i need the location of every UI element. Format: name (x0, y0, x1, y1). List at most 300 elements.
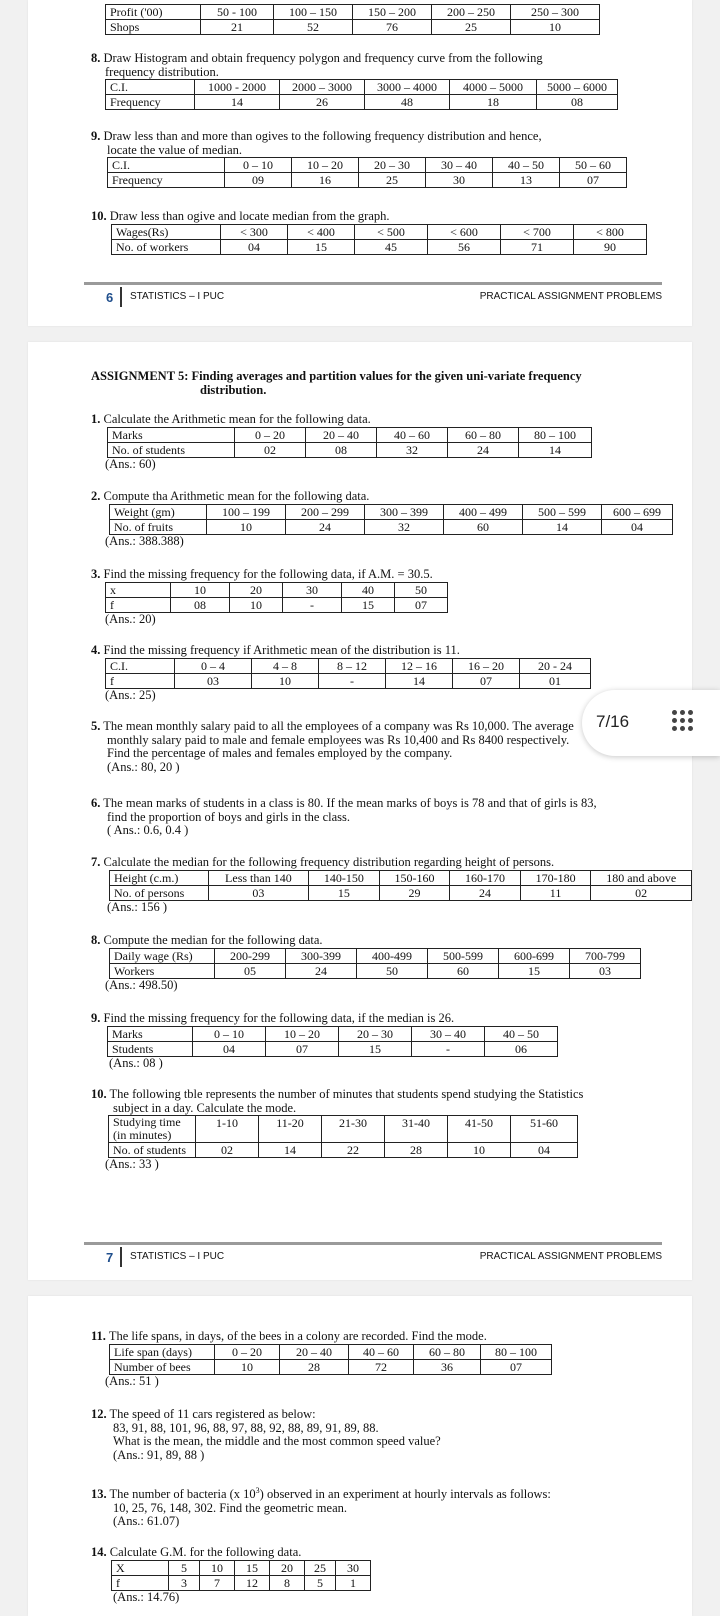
table-cell: 2000 – 3000 (280, 80, 365, 95)
table-cell: No. of students (108, 442, 235, 457)
question-number: 4. (91, 643, 101, 657)
table-cell: 15 (499, 963, 570, 978)
table-cell: 24 (448, 442, 519, 457)
table-cell: 12 – 16 (386, 658, 453, 673)
table-row (112, 1560, 371, 1575)
table-cell: 200-299 (215, 948, 286, 963)
table-cell: 15 (342, 597, 395, 612)
table-cell: 22 (322, 1143, 385, 1158)
answer-text: (Ans.: 60) (105, 456, 156, 471)
page-indicator[interactable] (582, 690, 720, 756)
table-cell: 170-180 (520, 870, 591, 885)
table-row (108, 442, 592, 457)
question-10 (91, 210, 647, 255)
table-row (110, 963, 641, 978)
question-text: Draw less than ogive and locate median from the graph. (109, 209, 390, 223)
table-cell: 80 – 100 (481, 1344, 552, 1359)
table-cell: 600 – 699 (602, 504, 673, 519)
table-cell: 16 – 20 (453, 658, 520, 673)
table-cell: 05 (215, 963, 286, 978)
document-page-8 (28, 1296, 692, 1616)
footer-right-text: PRACTICAL ASSIGNMENT PROBLEMS (479, 1251, 662, 1262)
footer-page-number: 7 (106, 1250, 114, 1265)
table-cell: 20 – 40 (280, 1344, 349, 1359)
table-cell: 150-160 (379, 870, 450, 885)
table-cell: 03 (175, 673, 252, 688)
question-number: 6. (91, 796, 101, 810)
table-cell: Profit ('00) (106, 5, 201, 20)
table-cell: 45 (355, 239, 428, 254)
question-text: frequency distribution. (105, 64, 219, 79)
frequency-table (105, 658, 591, 689)
table-row (106, 658, 591, 673)
table-row (110, 1344, 552, 1359)
frequency-table (109, 504, 673, 535)
table-cell: 100 – 150 (274, 5, 353, 20)
table-cell: Students (108, 1041, 193, 1056)
question-text: What is the mean, the middle and the most common speed value? (113, 1434, 441, 1448)
table-cell: 150 – 200 (353, 5, 432, 20)
answer-text: (Ans.: 51 ) (105, 1373, 159, 1388)
table-cell: 25 (432, 20, 511, 35)
table-cell: < 500 (355, 224, 428, 239)
question-6 (91, 797, 597, 838)
question-9 (91, 1012, 558, 1070)
table-cell: 20 – 30 (359, 158, 426, 173)
table-cell: Frequency (108, 173, 225, 188)
question-text: The speed of 11 cars registered as below: (109, 1407, 316, 1421)
table-cell: 40 – 60 (377, 427, 448, 442)
study-time-table (108, 1115, 578, 1158)
table-cell: < 700 (501, 224, 574, 239)
table-row (108, 1026, 558, 1041)
table-cell: 14 (386, 673, 453, 688)
table-cell: Frequency (106, 95, 195, 110)
frequency-table (109, 1344, 552, 1375)
table-row (112, 239, 647, 254)
superscript: 3 (255, 1486, 260, 1495)
cell-text: Studying time (113, 1115, 181, 1129)
table-cell: 15 (235, 1560, 270, 1575)
table-cell: 60 – 80 (448, 427, 519, 442)
frequency-table (105, 79, 618, 110)
table-cell: 4 – 8 (252, 658, 319, 673)
table-cell: 1 (336, 1575, 371, 1590)
question-text: Draw Histogram and obtain frequency polygon and frequency curve from the following (103, 51, 543, 65)
heading-line: distribution. (200, 383, 267, 397)
table-cell: 07 (560, 173, 627, 188)
table-row (106, 20, 600, 35)
table-cell: No. of persons (110, 885, 209, 900)
assignment-heading (91, 369, 582, 397)
table-cell: 28 (385, 1143, 448, 1158)
table-cell: 1-10 (196, 1116, 259, 1143)
answer-text: (Ans.: 91, 89, 88 ) (113, 1447, 205, 1462)
table-cell: 20 - 24 (520, 658, 591, 673)
table-cell: 08 (306, 442, 377, 457)
table-cell: 50 (395, 582, 448, 597)
page-footer (84, 282, 662, 307)
question-text: locate the value of median. (107, 142, 243, 157)
question-4 (91, 644, 591, 702)
question-2 (91, 490, 673, 548)
answer-text: (Ans.: 498.50) (105, 977, 178, 992)
question-number: 14. (91, 1545, 107, 1559)
heading-line: ASSIGNMENT 5: Finding averages and partition values for the given uni-variate frequency (91, 369, 582, 383)
table-cell: 4000 – 5000 (450, 80, 537, 95)
table-cell: 03 (208, 885, 309, 900)
table-cell: C.I. (106, 658, 175, 673)
question-text: The life spans, in days, of the bees in a colony are recorded. Find the mode. (108, 1329, 487, 1343)
table-cell: 5 (305, 1575, 336, 1590)
question-13 (91, 1484, 551, 1529)
question-number: 9. (91, 129, 101, 143)
table-cell: 600-699 (499, 948, 570, 963)
question-text: The following tble represents the number of minutes that students spend studying the Statistics (109, 1087, 584, 1101)
table-cell: 16 (292, 173, 359, 188)
table-cell: 200 – 299 (286, 504, 365, 519)
table-cell: < 800 (574, 224, 647, 239)
table-cell: 400 – 499 (444, 504, 523, 519)
table-cell: 28 (280, 1359, 349, 1374)
table-cell: 12 (235, 1575, 270, 1590)
table-cell: 06 (485, 1041, 558, 1056)
table-cell: 1000 - 2000 (195, 80, 280, 95)
question-text: Find the percentage of males and females employed by the company. (107, 746, 453, 760)
question-number: 3. (91, 567, 101, 581)
footer-divider (120, 1247, 122, 1267)
table-cell: 0 – 4 (175, 658, 252, 673)
frequency-table (109, 948, 641, 979)
table-cell: - (319, 673, 386, 688)
document-page-6 (28, 0, 692, 326)
table-cell: 10 (230, 597, 283, 612)
table-cell: 180 and above (591, 870, 692, 885)
table-cell: 14 (523, 519, 602, 534)
table-cell: 30 – 40 (426, 158, 493, 173)
table-cell: 72 (349, 1359, 414, 1374)
answer-text: (Ans.: 25) (105, 687, 156, 702)
question-number: 10. (91, 209, 107, 223)
table-cell: C.I. (108, 158, 225, 173)
table-row (106, 582, 448, 597)
question-text: The number of bacteria (x 10 (109, 1487, 256, 1502)
question-text: Calculate G.M. for the following data. (109, 1545, 302, 1559)
table-cell: 20 – 30 (339, 1026, 412, 1041)
answer-text: ( Ans.: 0.6, 0.4 ) (107, 823, 189, 837)
question-number: 5. (91, 719, 101, 733)
table-cell: Wages(Rs) (112, 224, 221, 239)
table-cell: 51-60 (511, 1116, 578, 1143)
question-5 (91, 720, 574, 774)
table-cell: 71 (501, 239, 574, 254)
table-cell: 11-20 (259, 1116, 322, 1143)
table-cell: 14 (195, 95, 280, 110)
table-cell: 36 (414, 1359, 481, 1374)
table-cell: 50 – 60 (560, 158, 627, 173)
table-cell: 25 (359, 173, 426, 188)
table-cell: < 600 (428, 224, 501, 239)
table-cell: 50 - 100 (201, 5, 274, 20)
question-14 (91, 1546, 371, 1604)
table-cell: 250 – 300 (511, 5, 600, 20)
frequency-table (107, 427, 592, 458)
table-cell: 14 (259, 1143, 322, 1158)
answer-text: (Ans.: 61.07) (113, 1514, 180, 1529)
table-cell: 10 – 20 (292, 158, 359, 173)
question-text: Find the missing frequency for the following data, if the median is 26. (103, 1011, 455, 1025)
question-number: 1. (91, 412, 101, 426)
table-cell: 14 (519, 442, 592, 457)
footer-divider (120, 287, 122, 307)
question-number: 10. (91, 1087, 107, 1101)
table-row (106, 5, 600, 20)
table-cell: 30 (426, 173, 493, 188)
table-cell (109, 1116, 196, 1143)
table-cell: 09 (225, 173, 292, 188)
cell-text: (in minutes) (113, 1128, 172, 1142)
table-cell: 25 (305, 1560, 336, 1575)
table-cell: 20 (230, 582, 283, 597)
table-cell: 10 (171, 582, 230, 597)
table-cell: 18 (450, 95, 537, 110)
table-cell: 30 (283, 582, 342, 597)
page-footer (84, 1242, 662, 1267)
table-cell: 04 (221, 239, 288, 254)
question-text: ) observed in an experiment at hourly intervals as follows: (259, 1487, 551, 1502)
table-cell: - (412, 1041, 485, 1056)
question-text: 83, 91, 88, 101, 96, 88, 97, 88, 92, 88, 89, 91, 89, 88. (113, 1420, 379, 1435)
table-cell: 15 (309, 885, 380, 900)
question-text: 10, 25, 76, 148, 302. Find the geometric mean. (113, 1500, 347, 1515)
question-number: 12. (91, 1407, 107, 1421)
answer-text: (Ans.: 14.76) (113, 1589, 180, 1604)
question-7-table (91, 4, 600, 35)
table-cell: C.I. (106, 80, 195, 95)
question-text: monthly salary paid to male and female employees was Rs 10,400 and Rs 8400 respectively. (107, 732, 570, 747)
table-cell: 08 (537, 95, 618, 110)
question-number: 11. (91, 1329, 106, 1343)
question-text: Calculate the Arithmetic mean for the following data. (103, 412, 371, 426)
footer-left-text: STATISTICS – I PUC (130, 1251, 225, 1262)
table-cell: 40 (342, 582, 395, 597)
table-cell: f (112, 1575, 169, 1590)
table-cell: 08 (171, 597, 230, 612)
question-text: find the proportion of boys and girls in the class. (107, 809, 351, 824)
table-cell: 24 (450, 885, 521, 900)
answer-text: (Ans.: 20) (105, 611, 156, 626)
question-text: The mean monthly salary paid to all the employees of a company was Rs 10,000. The average (103, 719, 574, 733)
table-cell: x (106, 582, 171, 597)
table-cell: 15 (339, 1041, 412, 1056)
table-cell: 500 – 599 (523, 504, 602, 519)
table-cell: 0 – 20 (235, 427, 306, 442)
question-text: Compute tha Arithmetic mean for the following data. (103, 489, 370, 503)
table-row (108, 1041, 558, 1056)
answer-text: (Ans.: 388.388) (105, 533, 184, 548)
table-cell: 02 (196, 1143, 259, 1158)
question-12 (91, 1408, 441, 1462)
table-cell: 10 (215, 1359, 280, 1374)
table-cell: 52 (274, 20, 353, 35)
table-cell: 29 (379, 885, 450, 900)
table-cell: 07 (395, 597, 448, 612)
table-cell: 48 (365, 95, 450, 110)
question-7 (91, 856, 692, 914)
table-row (108, 158, 627, 173)
table-cell: 5000 – 6000 (537, 80, 618, 95)
table-cell: 0 – 20 (215, 1344, 280, 1359)
question-number: 7. (91, 855, 101, 869)
table-cell: 5 (169, 1560, 200, 1575)
table-cell: 30 (336, 1560, 371, 1575)
table-cell: 04 (511, 1143, 578, 1158)
table-cell: 32 (377, 442, 448, 457)
table-cell: Workers (110, 963, 215, 978)
table-cell: 07 (481, 1359, 552, 1374)
question-3 (91, 568, 448, 626)
page-counter: 7/16 (596, 712, 630, 731)
frequency-table (105, 582, 448, 613)
frequency-table (111, 224, 647, 255)
table-cell: 700-799 (570, 948, 641, 963)
table-cell: 31-40 (385, 1116, 448, 1143)
grid-dots-icon[interactable] (672, 710, 696, 736)
frequency-table (107, 157, 627, 188)
table-cell: 500-599 (428, 948, 499, 963)
table-cell: 26 (280, 95, 365, 110)
table-cell: 40 – 60 (349, 1344, 414, 1359)
answer-text: (Ans.: 33 ) (105, 1157, 159, 1171)
table-row (106, 597, 448, 612)
table-cell: 10 (252, 673, 319, 688)
table-cell: 50 (357, 963, 428, 978)
table-cell: < 400 (288, 224, 355, 239)
question-1 (91, 413, 592, 471)
table-cell: No. of workers (112, 239, 221, 254)
table-cell: 24 (286, 963, 357, 978)
frequency-table (111, 1560, 371, 1591)
table-cell: Life span (days) (110, 1344, 215, 1359)
question-text: Draw less than and more than ogives to the following frequency distribution and hence, (103, 129, 542, 143)
question-8 (91, 52, 618, 110)
question-8 (91, 934, 641, 992)
table-cell: 100 – 199 (207, 504, 286, 519)
table-cell: 07 (453, 673, 520, 688)
answer-text: (Ans.: 156 ) (107, 899, 168, 914)
frequency-table (107, 1026, 558, 1057)
table-cell: 80 – 100 (519, 427, 592, 442)
table-cell: 24 (286, 519, 365, 534)
table-row (108, 173, 627, 188)
question-number: 9. (91, 1011, 101, 1025)
table-cell: Shops (106, 20, 201, 35)
table-cell: 10 – 20 (266, 1026, 339, 1041)
table-cell: 01 (520, 673, 591, 688)
table-cell: 03 (570, 963, 641, 978)
table-cell: 0 – 10 (225, 158, 292, 173)
question-11 (91, 1330, 552, 1388)
question-number: 8. (91, 933, 101, 947)
table-cell: 90 (574, 239, 647, 254)
table-cell: 07 (266, 1041, 339, 1056)
table-cell: No. of fruits (110, 519, 207, 534)
table-cell: 10 (207, 519, 286, 534)
table-row (110, 1359, 552, 1374)
question-number: 13. (91, 1487, 107, 1502)
table-row (110, 885, 692, 900)
footer-page-number: 6 (106, 290, 114, 305)
table-cell: 7 (200, 1575, 235, 1590)
table-cell: 30 – 40 (412, 1026, 485, 1041)
table-cell: Marks (108, 427, 235, 442)
table-cell: 32 (365, 519, 444, 534)
table-cell: 40 – 50 (485, 1026, 558, 1041)
table-cell: 8 (270, 1575, 305, 1590)
question-10 (91, 1088, 583, 1172)
table-cell: 02 (235, 442, 306, 457)
table-cell: 11 (520, 885, 591, 900)
table-cell: 8 – 12 (319, 658, 386, 673)
table-row (106, 95, 618, 110)
table-cell: 41-50 (448, 1116, 511, 1143)
table-cell: 140-150 (309, 870, 380, 885)
answer-text: (Ans.: 80, 20 ) (107, 759, 180, 774)
table-cell: Number of bees (110, 1359, 215, 1374)
document-page-7 (28, 342, 692, 1280)
table-cell: 04 (602, 519, 673, 534)
table-cell: Height (c.m.) (110, 870, 209, 885)
table-cell: < 300 (221, 224, 288, 239)
table-cell: 04 (193, 1041, 266, 1056)
table-row (106, 80, 618, 95)
table-cell: Marks (108, 1026, 193, 1041)
table-row (112, 224, 647, 239)
table-cell: 0 – 10 (193, 1026, 266, 1041)
footer-left-text: STATISTICS – I PUC (130, 291, 225, 302)
table-cell: X (112, 1560, 169, 1575)
table-cell: 3000 – 4000 (365, 80, 450, 95)
table-cell: 21 (201, 20, 274, 35)
table-row (110, 519, 673, 534)
frequency-table (109, 870, 692, 901)
table-cell: 21-30 (322, 1116, 385, 1143)
table-cell: 60 – 80 (414, 1344, 481, 1359)
table-cell: Daily wage (Rs) (110, 948, 215, 963)
question-number: 8. (91, 51, 101, 65)
table-cell: 300 – 399 (365, 504, 444, 519)
table-cell: 10 (200, 1560, 235, 1575)
table-cell: f (106, 673, 175, 688)
question-text: subject in a day. Calculate the mode. (113, 1100, 297, 1115)
table-cell: Less than 140 (208, 870, 309, 885)
question-text: Find the missing frequency for the following data, if A.M. = 30.5. (103, 567, 433, 581)
question-text: Compute the median for the following data. (103, 933, 323, 947)
table-cell: - (283, 597, 342, 612)
table-cell: Weight (gm) (110, 504, 207, 519)
table-cell: 76 (353, 20, 432, 35)
question-text: The mean marks of students in a class is 80. If the mean marks of boys is 78 and that of girls is 83, (103, 796, 597, 810)
table-cell: 400-499 (357, 948, 428, 963)
table-row (110, 948, 641, 963)
question-text: Find the missing frequency if Arithmetic mean of the distribution is 11. (103, 643, 460, 657)
question-number: 2. (91, 489, 101, 503)
table-cell: No. of students (109, 1143, 196, 1158)
table-row (110, 504, 673, 519)
table-cell: 56 (428, 239, 501, 254)
table-cell: 60 (428, 963, 499, 978)
table-row (108, 427, 592, 442)
